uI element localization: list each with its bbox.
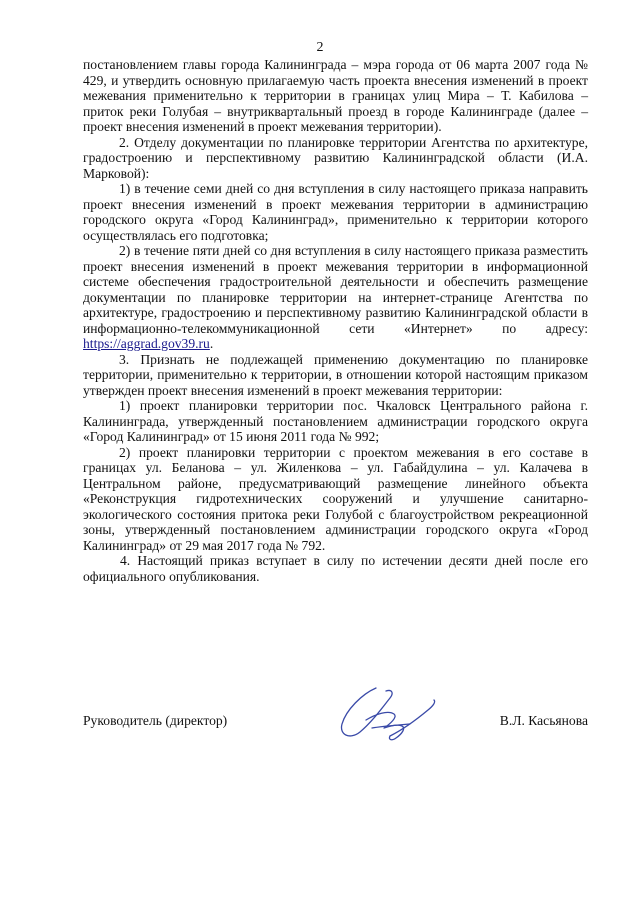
paragraph-3: 3. Признать не подлежащей применению документацию по планировке территории, применительно к территории, в отношении которой настоящим приказом утвержден проект внесения изменений в проект межевания территории: bbox=[83, 351, 588, 398]
paragraph-2-item-2-text: 2) в течение пяти дней со дня вступления в силу настоящего приказа разместить проект внесения изменений в проект межевания территории в информационной системе обеспечения градостроительной деятельности и обеспечить размещение документации по планировке территории на интернет-странице Агентства по архитектуре, градостроению и перспективному развитию Калининградской области в информационно-телекоммуникационной сети «Интернет» по адресу: bbox=[83, 243, 588, 336]
paragraph-2-item-2 bbox=[83, 243, 588, 352]
document-body bbox=[83, 57, 588, 584]
link-suffix: . bbox=[209, 336, 214, 351]
paragraph-3-item-1: 1) проект планировки территории пос. Чкаловск Центрального района г. Калининграда, утвержденный постановлением администрации городского округа «Город Калининград» от 15 июня 2011 года № 992; bbox=[83, 398, 588, 444]
paragraph-3-item-2: 2) проект планировки территории с проектом межевания в его составе в границах ул. Беланова – ул. Жиленкова – ул. Габайдулина – ул. Калачева в Центральном районе, предусматривающий размещение линейного объекта «Реконструкция гидротехнических сооружений и улучшение санитарно-экологического состояния притока реки Голубой с благоустройством рекреационной зоны, утвержденный постановлением администрации городского округа «Город Калининград» от 29 мая 2017 года № 792. bbox=[83, 444, 588, 553]
signature-stroke-loop bbox=[341, 688, 392, 736]
signatory-name: В.Л. Касьянова bbox=[499, 713, 588, 728]
page-number: 2 bbox=[316, 40, 324, 55]
paragraph-2: 2. Отделу документации по планировке территории Агентства по архитектуре, градостроению и перспективному развитию Калининградской области (И.А. Марковой): bbox=[83, 134, 588, 181]
paragraph-4: 4. Настоящий приказ вступает в силу по истечении десяти дней после его официального опубликования. bbox=[83, 553, 588, 584]
signatory-position: Руководитель (директор) bbox=[83, 713, 228, 728]
signature-stroke-tail bbox=[390, 700, 435, 736]
paragraph-2-item-1: 1) в течение семи дней со дня вступления в силу настоящего приказа направить проект внесения изменений в проект межевания территории в администрацию городского округа «Город Калининград», применительно к территории которого осуществлялась его подготовка; bbox=[83, 181, 588, 243]
handwritten-signature bbox=[332, 680, 442, 750]
paragraph-1-continuation: постановлением главы города Калининграда – мэра города от 06 марта 2007 года № 429, и утвердить основную прилагаемую часть проекта внесения изменений в проект межевания применительно к территории в границах улиц Мира – Т. Кабилова – приток реки Голубая – внутриквартальный проезд в городе Калининграде (далее – проект внесения изменений в проект межевания территории). bbox=[83, 57, 588, 134]
agency-website-link[interactable]: https://aggrad.gov39.ru bbox=[83, 336, 210, 351]
